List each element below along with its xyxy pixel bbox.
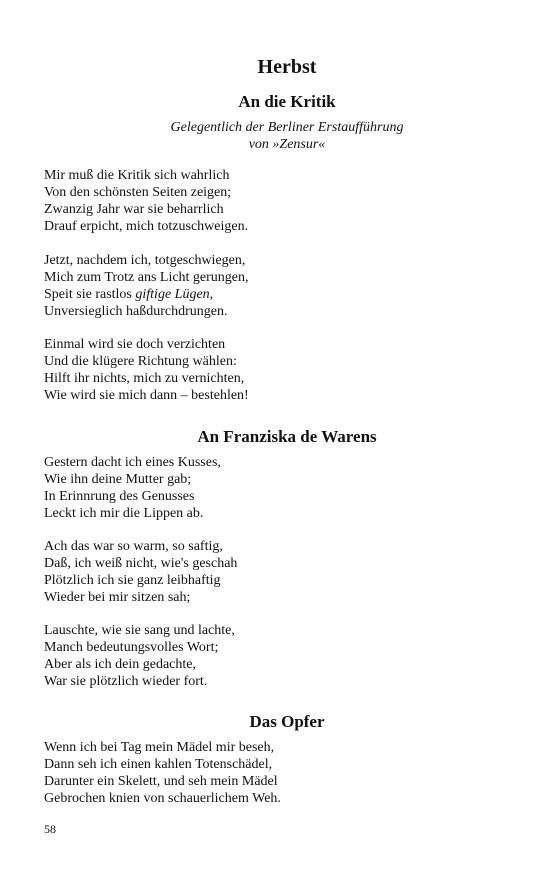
verse-line: Dann seh ich einen kahlen Totenschädel,: [44, 757, 273, 772]
verse-line: In Erinnrung des Genusses: [44, 489, 195, 504]
verse-text: ,: [209, 287, 214, 302]
verse-line: Wenn ich bei Tag mein Mädel mir beseh,: [44, 740, 275, 755]
verse-line: Wie wird sie mich dann – bestehlen!: [44, 388, 249, 403]
poem-title-an-franziska-de-warens: An Franziska de Warens: [197, 427, 377, 446]
dedication-line: von »Zensur«: [248, 137, 326, 152]
verse-line-emphasis: [44, 286, 249, 303]
poem-title-an-die-kritik: An die Kritik: [238, 92, 336, 111]
verse-text: Speit sie rastlos: [44, 287, 136, 302]
verse-line: Drauf erpicht, mich totzuschweigen.: [44, 219, 249, 234]
section-title: Herbst: [257, 56, 317, 78]
stanza: [44, 622, 235, 690]
verse-line: Einmal wird sie doch verzichten: [44, 337, 226, 352]
poem-dedication: [0, 119, 550, 153]
verse-line: Ach das war so warm, so saftig,: [44, 539, 223, 554]
verse-line: Unversieglich haßdurchdrungen.: [44, 304, 228, 319]
verse-line: Von den schönsten Seiten zeigen;: [44, 185, 232, 200]
verse-line: Hilft ihr nichts, mich zu vernichten,: [44, 371, 245, 386]
verse-line: Manch bedeutungsvolles Wort;: [44, 640, 219, 655]
verse-line: War sie plötzlich wieder fort.: [44, 674, 208, 689]
verse-line: Mir muß die Kritik sich wahrlich: [44, 168, 230, 183]
stanza: [44, 167, 248, 235]
verse-line: Gebrochen knien von schauerlichem Weh.: [44, 791, 281, 806]
verse-line: Zwanzig Jahr war sie beharrlich: [44, 202, 224, 217]
verse-line: Plötzlich ich sie ganz leibhaftig: [44, 573, 221, 588]
poem-title-das-opfer: Das Opfer: [249, 712, 325, 731]
verse-line: Mich zum Trotz ans Licht gerungen,: [44, 270, 249, 285]
page-number: 58: [44, 822, 56, 836]
italic-phrase: giftige Lügen: [135, 287, 210, 302]
stanza: [44, 538, 237, 606]
verse-line: Daß, ich weiß nicht, wie's geschah: [44, 556, 238, 571]
verse-line: Leckt ich mir die Lippen ab.: [44, 506, 204, 521]
verse-line: Jetzt, nachdem ich, totgeschwiegen,: [44, 253, 246, 268]
verse-line: Lauschte, wie sie sang und lachte,: [44, 623, 235, 638]
stanza: [44, 739, 281, 807]
verse-line: Und die klügere Richtung wählen:: [44, 354, 237, 369]
verse-line: Wie ihn deine Mutter gab;: [44, 472, 192, 487]
stanza: [44, 454, 221, 522]
stanza: [44, 252, 249, 320]
stanza: [44, 336, 249, 404]
dedication-line: Gelegentlich der Berliner Erstaufführung: [170, 120, 404, 135]
verse-line: Darunter ein Skelett, und seh mein Mädel: [44, 774, 278, 789]
verse-line: Wieder bei mir sitzen sah;: [44, 590, 191, 605]
verse-line: Gestern dacht ich eines Kusses,: [44, 455, 221, 470]
verse-line: Aber als ich dein gedachte,: [44, 657, 196, 672]
